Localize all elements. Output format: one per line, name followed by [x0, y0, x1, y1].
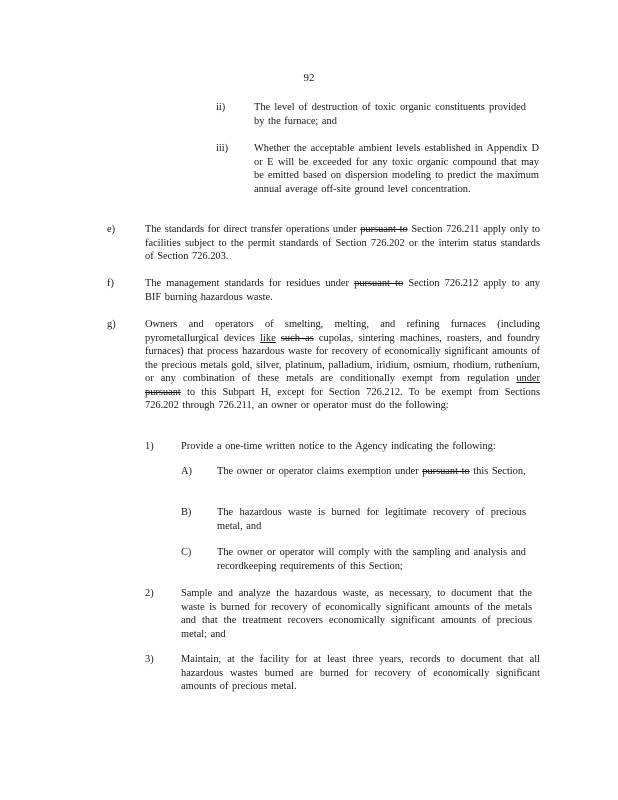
item-marker: B) — [181, 507, 192, 518]
item-marker: 1) — [145, 441, 154, 452]
item-text: The owner or operator will comply with the sampling and analysis and recordkeeping requirements of this Section; — [217, 547, 526, 572]
inserted-text: under — [516, 373, 540, 384]
item-text: The owner or operator claims exemption under pursuant to this Section, — [217, 466, 526, 477]
deleted-text: pursuant to — [354, 278, 404, 289]
item-marker: g) — [107, 319, 116, 330]
list-item-g-3 — [145, 653, 540, 694]
list-item-g-1-A — [181, 465, 526, 479]
item-marker: 2) — [145, 588, 154, 599]
item-text: Whether the acceptable ambient levels established in Appendix D or E will be exceeded for any toxic organic compound that may be emitted based on dispersion modeling to predict the maximum annual average off-site ground level concentration. — [254, 143, 539, 195]
item-text: Provide a one-time written notice to the Agency indicating the following: — [181, 441, 496, 452]
list-item-g-1 — [145, 440, 540, 454]
item-marker: ii) — [216, 102, 226, 113]
item-text: The management standards for residues under pursuant to Section 726.212 apply to any BIF burning hazardous waste. — [145, 278, 540, 303]
list-item-g — [107, 318, 540, 413]
item-marker: f) — [107, 278, 114, 289]
item-text: Sample and analyze the hazardous waste, as necessary, to document that the waste is burned for recovery of economically significant amounts of the metals and that the treatment recovers economically significant amounts of precious metal; and — [181, 588, 532, 640]
list-item-g-1-C — [181, 546, 526, 573]
list-item-g-2 — [145, 587, 532, 641]
item-text: The hazardous waste is burned for legitimate recovery of precious metal, and — [217, 507, 526, 532]
deleted-text: pursuant to — [360, 224, 408, 235]
deleted-text: pursuant to — [422, 466, 470, 477]
item-marker: 3) — [145, 654, 154, 665]
item-marker: e) — [107, 224, 116, 235]
item-text: The standards for direct transfer operations under pursuant to Section 726.211 apply only to facilities subject to the permit standards of Section 726.202 or the interim status standards of Section 726.203. — [145, 224, 541, 262]
page-number: 92 — [303, 72, 315, 84]
item-text: Owners and operators of smelting, melting, and refining furnaces (including pyrometallurgical devices like such as cupolas, sintering machines, roasters, and foundry furnaces) that process hazardous waste for recovery of economically significant amounts of the precious metals gold, silver, platinum, palladium, iridium, osmium, rhodium, ruthenium, or any combination of these metals are conditionally exempt from regulation under pursuant to this Subpart H, except for Section 726.212. To be exempt from Sections 726.202 through 726.211, an owner or operator must do the following: — [145, 319, 540, 411]
list-item-e — [107, 223, 540, 264]
item-marker: C) — [181, 547, 192, 558]
item-text: The level of destruction of toxic organic constituents provided by the furnace; and — [254, 102, 526, 127]
list-item-iii — [216, 142, 539, 196]
item-text: Maintain, at the facility for at least three years, records to document that all hazardous wastes burned are burned for recovery of economically significant amounts of precious metal. — [181, 654, 540, 692]
list-item-f — [107, 277, 540, 304]
list-item-ii — [216, 101, 526, 128]
deleted-text: pursuant — [145, 386, 181, 398]
list-item-g-1-B — [181, 506, 526, 533]
item-marker: iii) — [216, 143, 229, 154]
deleted-text: such as — [280, 332, 314, 344]
inserted-text: like — [260, 332, 276, 344]
item-marker: A) — [181, 466, 192, 477]
